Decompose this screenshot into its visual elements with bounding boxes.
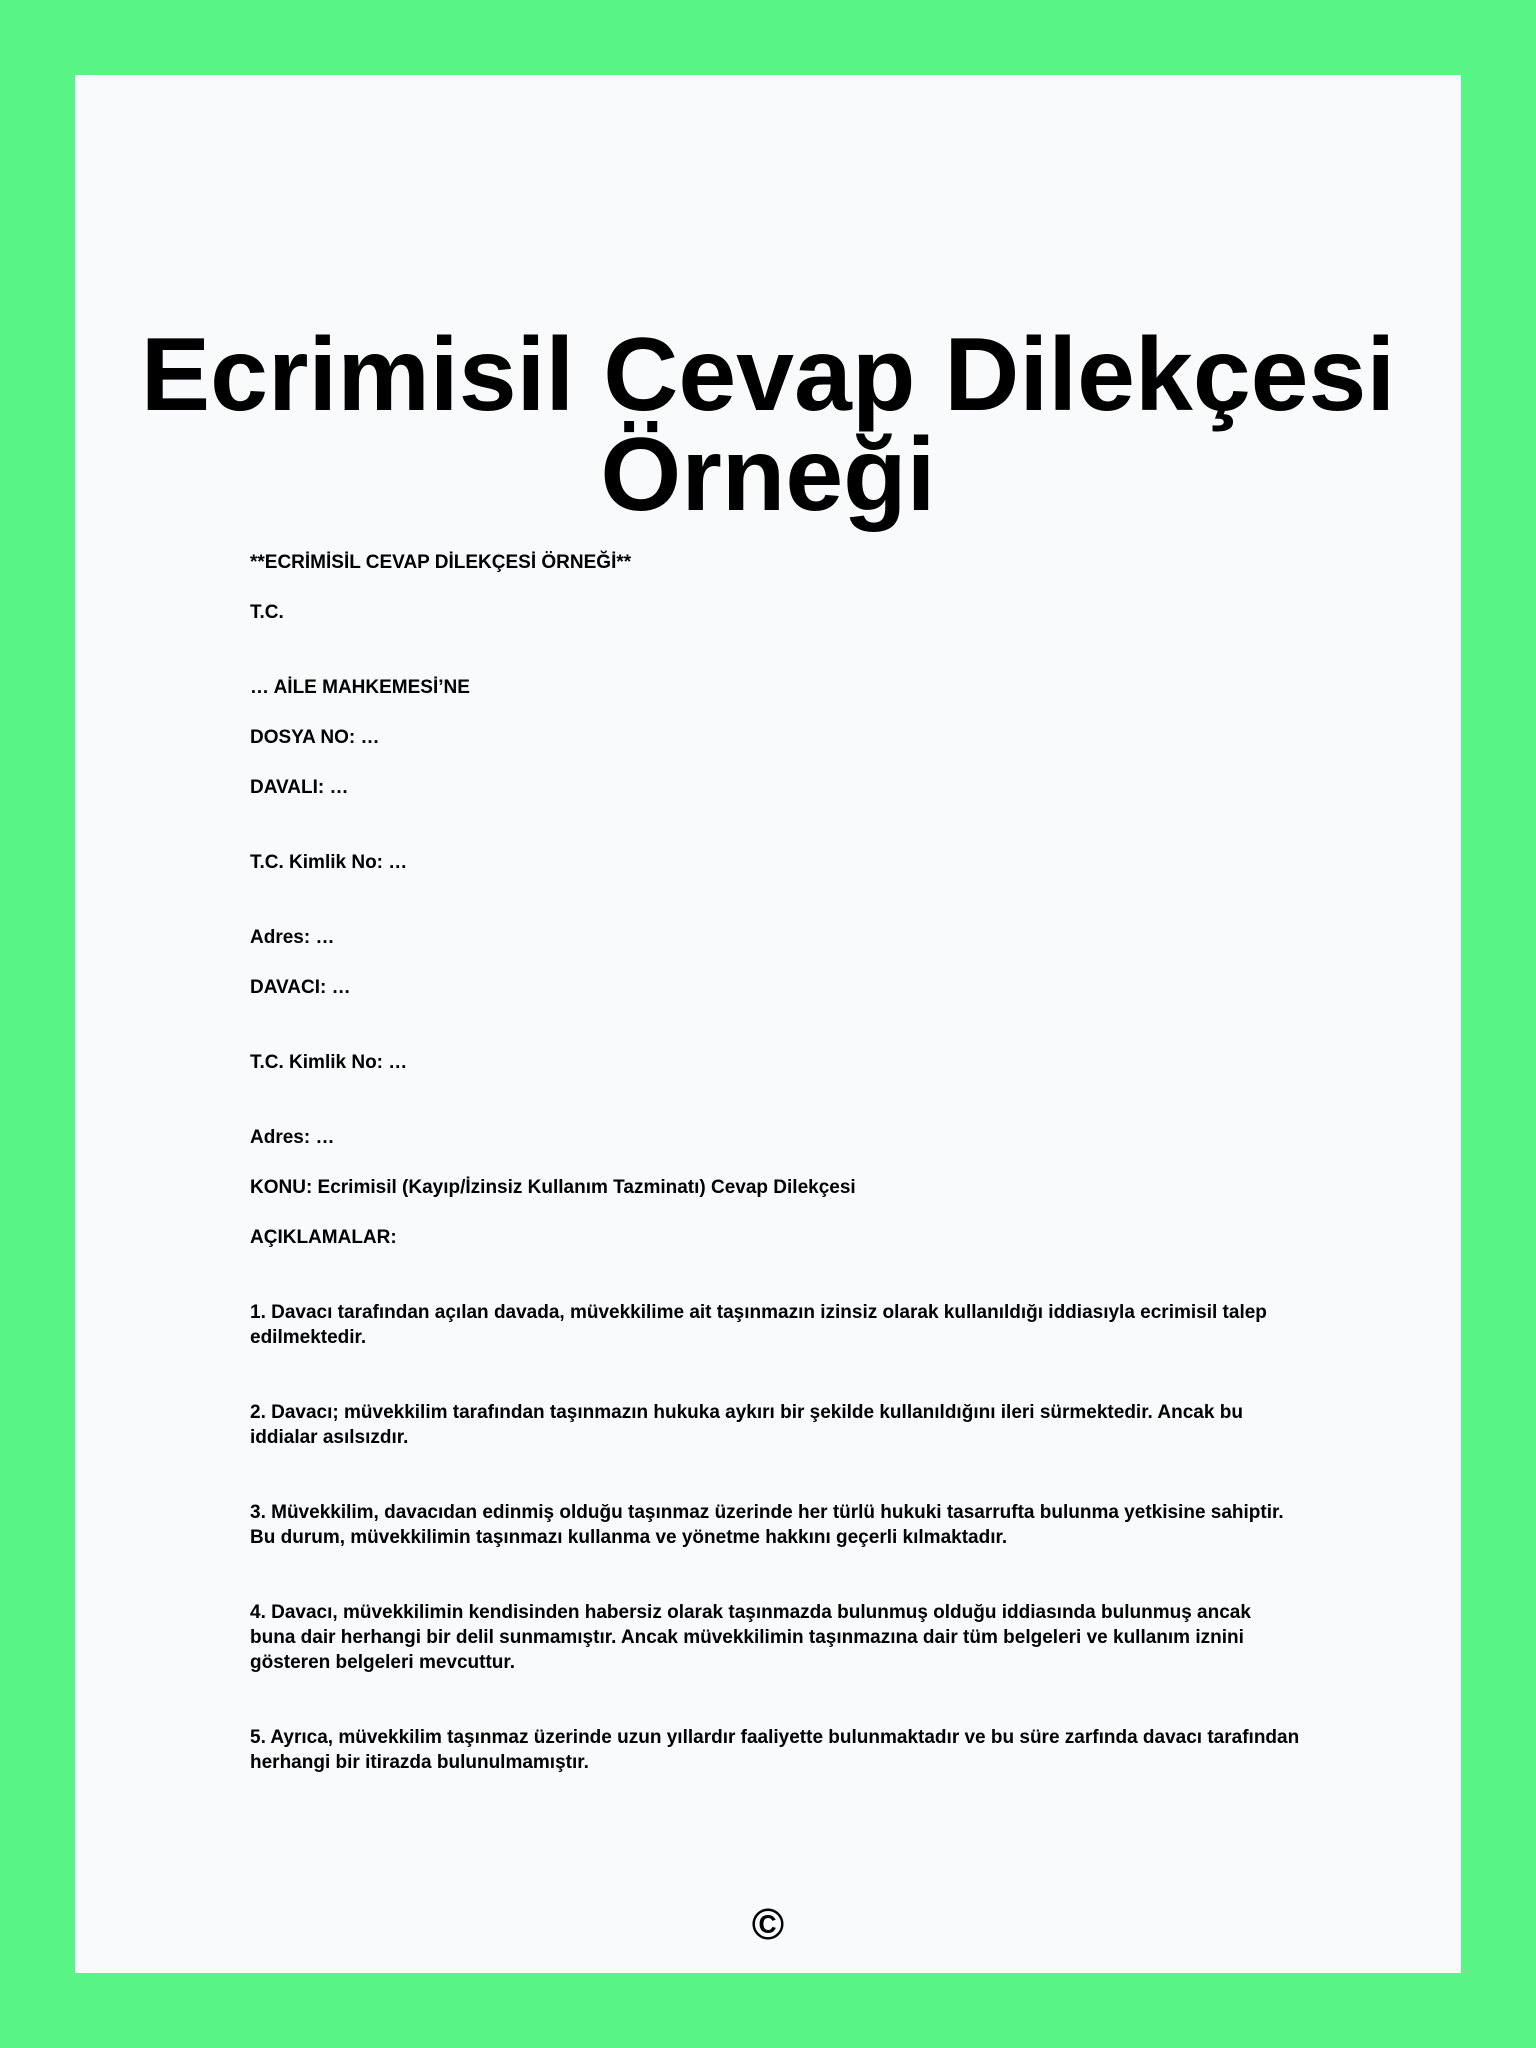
document-page [75,75,1461,1973]
defendant-address: Adres: … [250,927,335,948]
subject-line: KONU: Ecrimisil (Kayıp/İzinsiz Kullanım Tazminatı) Cevap Dilekçesi [250,1177,856,1198]
file-number: DOSYA NO: … [250,727,380,748]
tc-label: T.C. [250,602,284,623]
explanation-paragraph-2: 2. Davacı; müvekkilim tarafından taşınmazın hukuka aykırı bir şekilde kullanıldığını ileri sürmektedir. Ancak bu iddialar asılsızdır. [250,1402,1243,1448]
plaintiff-id-number: T.C. Kimlik No: … [250,1052,408,1073]
petition-heading: **ECRİMİSİL CEVAP DİLEKÇESİ ÖRNEĞİ** [250,552,632,573]
explanations-label: AÇIKLAMALAR: [250,1227,397,1248]
explanation-paragraph-4: 4. Davacı, müvekkilimin kendisinden habersiz olarak taşınmazda bulunmuş olduğu iddiasında bulunmuş ancak buna dair herhangi bir delil sunmamıştır. Ancak müvekkilimin taşınmazına dair tüm belgeleri ve kullanım iznini gösteren belgeleri mevcuttur. [250,1602,1251,1673]
explanation-paragraph-5: 5. Ayrıca, müvekkilim taşınmaz üzerinde uzun yıllardır faaliyette bulunmaktadır ve bu süre zarfında davacı tarafından herhangi bir itirazda bulunulmamıştır. [250,1727,1300,1773]
copyright-icon: © [751,1900,785,1949]
plaintiff-name: DAVACI: … [250,977,351,998]
plaintiff-address: Adres: … [250,1127,335,1148]
defendant-id-number: T.C. Kimlik No: … [250,852,408,873]
explanation-paragraph-1: 1. Davacı tarafından açılan davada, müvekkilime ait taşınmazın izinsiz olarak kullanıldığı iddiasıyla ecrimisil talep edilmektedir. [250,1302,1267,1348]
court-name: … AİLE MAHKEMESİ’NE [250,677,470,698]
defendant-name: DAVALI: … [250,777,349,798]
document-title: Ecrimisil Cevap Dilekçesi Örneği [140,317,1396,533]
explanation-paragraph-3: 3. Müvekkilim, davacıdan edinmiş olduğu taşınmaz üzerinde her türlü hukuki tasarrufta bulunma yetkisine sahiptir. Bu durum, müvekkilimin taşınmazı kullanma ve yönetme hakkını geçerli kılmaktadır. [250,1502,1284,1548]
